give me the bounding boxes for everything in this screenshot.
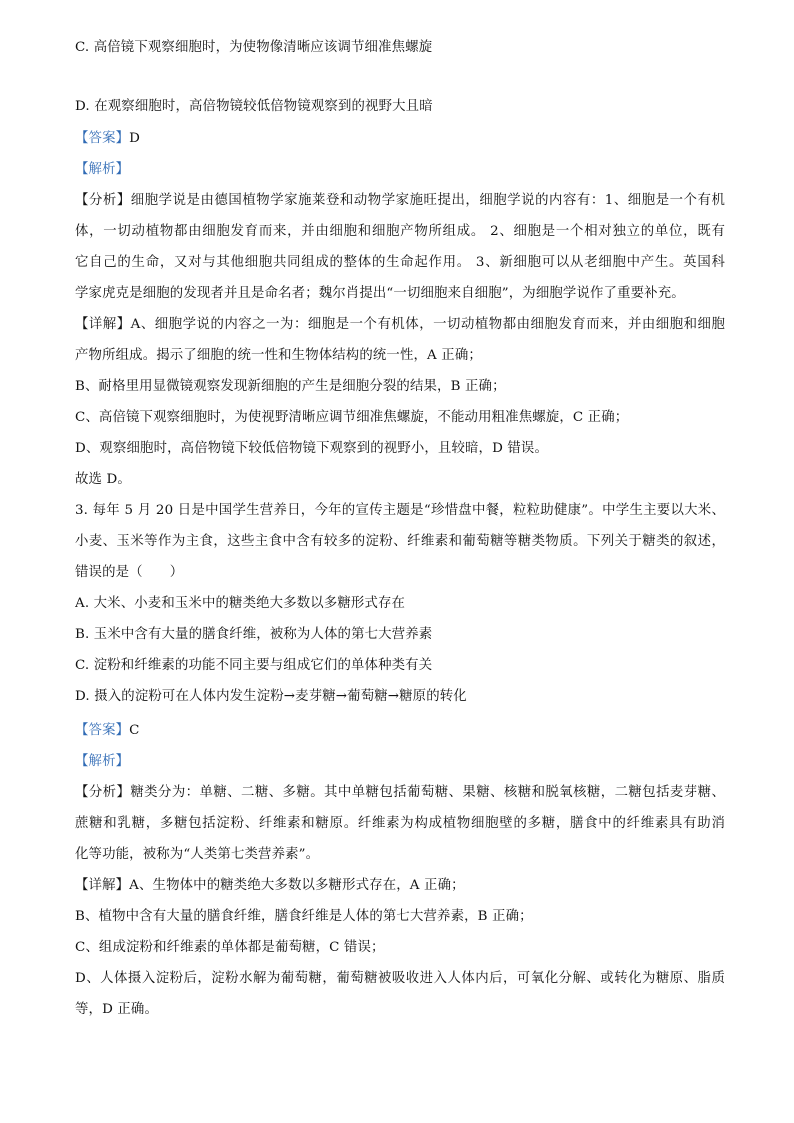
q3-answer-line (75, 721, 725, 741)
q3-option-c: C. 淀粉和纤维素的功能不同主要与组成它们的单体种类有关 (75, 658, 433, 673)
q3-analysis-heading (75, 752, 725, 772)
fenxi-text: 细胞学说是由德国植物学家施莱登和动物学家施旺提出，细胞学说的内容有：1、细胞是一个有机 (130, 193, 725, 208)
q2-analysis-heading (75, 160, 725, 180)
q2-xiangjie-d: D、观察细胞时，高倍物镜下较低倍物镜下观察到的视野小，且较暗，D 错误。 (75, 441, 549, 456)
q2-conclusion: 故选 D。 (75, 472, 131, 487)
answer-value: D (129, 131, 141, 146)
q2-xiangjie-line-1 (75, 315, 725, 335)
fenxi-tag: 【分析】 (75, 193, 131, 208)
q3-stem-line-2: 小麦、玉米等作为主食，这些主食中含有较多的淀粉、纤维素和葡萄糖等糖类物质。下列关于糖类的叙述， (75, 534, 725, 549)
fenxi-text: 糖类分为：单糖、二糖、多糖。其中单糖包括葡萄糖、果糖、核糖和脱氧核糖，二糖包括麦芽糖、 (130, 785, 725, 800)
q2-fenxi-line-1 (75, 191, 725, 211)
q3-option-a: A. 大米、小麦和玉米中的糖类绝大多数以多糖形式存在 (75, 596, 406, 611)
document-page (75, 0, 725, 1123)
xiangjie-text: A、细胞学说的内容之一为：细胞是一个有机体，一切动植物都由细胞发育而来，并由细胞和细胞 (130, 317, 725, 332)
q3-fenxi-line-2: 蔗糖和乳糖，多糖包括淀粉、纤维素和糖原。纤维素为构成植物细胞壁的多糖，膳食中的纤维素具有助消 (75, 816, 725, 831)
q3-fenxi-line-1 (75, 783, 725, 803)
q2-xiangjie-c: C、高倍镜下观察细胞时，为使视野清晰应调节细准焦螺旋，不能动用粗准焦螺旋，C 正确； (75, 410, 629, 425)
q3-option-b: B. 玉米中含有大量的膳食纤维，被称为人体的第七大营养素 (75, 627, 433, 642)
analysis-tag: 【解析】 (75, 162, 130, 177)
q3-xiangjie-c: C、组成淀粉和纤维素的单体都是葡萄糖，C 错误； (75, 940, 385, 955)
q3-fenxi-line-3: 化等功能，被称为“人类第七类营养素”。 (75, 847, 320, 862)
xiangjie-tag: 【详解】 (75, 317, 131, 332)
q2-answer-line (75, 129, 725, 149)
q2-option-d: D. 在观察细胞时，高倍物镜较低倍物镜观察到的视野大且暗 (75, 99, 433, 114)
fenxi-tag: 【分析】 (75, 785, 131, 800)
q2-fenxi-line-4: 学家虎克是细胞的发现者并且是命名者；魏尔肖提出“一切细胞来自细胞”，为细胞学说作了重要补充。 (75, 286, 685, 301)
q3-option-d: D. 摄入的淀粉可在人体内发生淀粉→麦芽糖→葡萄糖→糖原的转化 (75, 689, 467, 704)
q2-xiangjie-line-2: 产物所组成。揭示了细胞的统一性和生物体结构的统一性，A 正确； (75, 348, 482, 363)
q2-option-c: C. 高倍镜下观察细胞时，为使物像清晰应该调节细准焦螺旋 (75, 40, 433, 55)
q2-fenxi-line-3: 它自己的生命，又对与其他细胞共同组成的整体的生命起作用。 3、新细胞可以从老细胞中产生。英国科 (75, 255, 725, 270)
xiangjie-text: A、生物体中的糖类绝大多数以多糖形式存在，A 正确； (129, 878, 465, 893)
answer-tag: 【答案】 (75, 723, 130, 738)
answer-tag: 【答案】 (75, 131, 130, 146)
q3-xiangjie-a (75, 876, 725, 896)
xiangjie-tag: 【详解】 (75, 878, 130, 893)
q3-xiangjie-d-line-1: D、人体摄入淀粉后，淀粉水解为葡萄糖，葡萄糖被吸收进入人体内后，可氧化分解、或转化为糖原、脂质 (75, 971, 725, 986)
answer-value: C (129, 723, 140, 738)
q2-fenxi-line-2: 体，一切动植物都由细胞发育而来，并由细胞和细胞产物所组成。 2、细胞是一个相对独立的单位，既有 (75, 224, 725, 239)
q2-xiangjie-b: B、耐格里用显微镜观察发现新细胞的产生是细胞分裂的结果，B 正确； (75, 379, 506, 394)
q3-xiangjie-d-line-2: 等，D 正确。 (75, 1002, 158, 1017)
q3-stem-line-1: 3. 每年 5 月 20 日是中国学生营养日，今年的宣传主题是“珍惜盘中餐，粒粒助健康”。中学生主要以大米、 (75, 503, 725, 518)
q3-xiangjie-b: B、植物中含有大量的膳食纤维，膳食纤维是人体的第七大营养素，B 正确； (75, 909, 533, 924)
analysis-tag: 【解析】 (75, 754, 130, 769)
q3-stem-line-3: 错误的是（ ） (75, 565, 184, 580)
